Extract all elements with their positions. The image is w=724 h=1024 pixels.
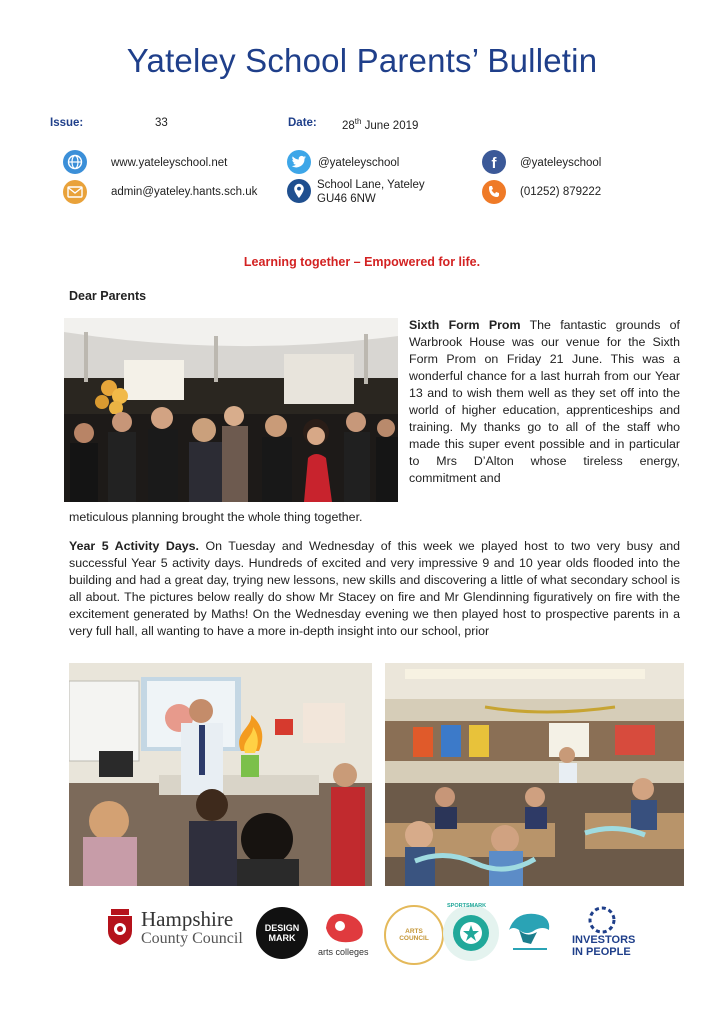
sportsmark-logo	[443, 905, 499, 961]
prom-heading: Sixth Form Prom	[409, 318, 521, 332]
investors-in-people-text	[572, 934, 635, 958]
date-label: Date:	[288, 117, 317, 129]
hampshire-logo-line1: Hampshire	[141, 907, 234, 931]
date-value	[342, 117, 418, 132]
iip-line2: IN PEOPLE	[572, 946, 631, 958]
investor-in-careers-logo-icon	[505, 908, 555, 956]
hampshire-logo-line2: County Council	[141, 930, 243, 947]
arts-council-logo	[384, 905, 444, 965]
arts-colleges-logo-icon	[322, 910, 370, 946]
email-icon	[63, 180, 87, 204]
school-motto: Learning together – Empowered for life.	[243, 255, 481, 269]
globe-icon	[63, 150, 87, 174]
date-rest: June 2019	[361, 119, 419, 132]
prom-paragraph	[409, 317, 680, 487]
sportsmark-text: SPORTSMARK	[447, 903, 487, 909]
twitter-handle[interactable]: @yateleyschool	[318, 157, 400, 169]
date-day: 28	[342, 119, 355, 132]
website-link[interactable]: www.yateleyschool.net	[111, 157, 228, 169]
date-suffix: th	[354, 117, 362, 126]
address-line-1: School Lane, Yateley	[317, 179, 425, 191]
twitter-icon	[287, 150, 311, 174]
issue-label: Issue:	[50, 117, 84, 129]
facebook-icon: f	[482, 150, 506, 174]
year5-text: On Tuesday and Wednesday of this week we played host to two very busy and successful Year 5 activity days. Hundreds of excited and very impressive 9 and 10 year olds flooded into the building and had a great day, trying new lessons, new skills and discovering a little of what secondary school is all about. The pictures below really do show Mr Stacey on fire and Mr Glendinning figuratively on fire with the excitement generated by Maths! On the Wednesday evening we then played host to prospective parents in a very full hall, all wanting to have a more in-depth insight into our school, prior	[69, 539, 680, 638]
design-mark-line1: DESIGN	[264, 923, 300, 933]
facebook-handle[interactable]: @yateleyschool	[520, 157, 602, 169]
design-mark-line2: MARK	[268, 933, 296, 943]
year5-heading: Year 5 Activity Days.	[69, 539, 199, 553]
bulletin-title: Yateley School Parents’ Bulletin	[126, 42, 598, 79]
year5-maths-photo	[385, 663, 684, 886]
arts-council-text: ARTS COUNCIL	[399, 928, 429, 942]
sixth-form-prom-photo	[64, 318, 398, 502]
location-pin-icon	[287, 179, 311, 203]
investors-in-people-icon	[586, 906, 618, 934]
address-line-2: GU46 6NW	[317, 193, 376, 205]
iip-line1: INVESTORS	[572, 934, 636, 946]
address	[317, 178, 425, 206]
hampshire-crest-icon	[105, 909, 135, 945]
year5-science-photo	[69, 663, 372, 886]
prom-text: The fantastic grounds of Warbrook House was our venue for the Sixth Form Prom on Friday 21 June. This was a wonderful chance for a last hurrah from our Year 13 and to wish them well as they set off into the world of higher education, apprenticeships and training. My thanks go to all of the staff who made this super event possible and in particular to Mrs D’Alton whose tireless energy, commitment and	[409, 318, 681, 485]
prom-paragraph-end: meticulous planning brought the whole thing together.	[69, 510, 363, 524]
email-link[interactable]: admin@yateley.hants.sch.uk	[111, 186, 258, 198]
phone-number[interactable]: (01252) 879222	[520, 186, 602, 198]
greeting: Dear Parents	[69, 289, 147, 303]
arts-colleges-text: arts colleges	[318, 947, 369, 957]
phone-icon	[482, 180, 506, 204]
year5-paragraph	[69, 538, 680, 640]
issue-value: 33	[155, 117, 168, 129]
design-mark-logo	[256, 907, 308, 959]
